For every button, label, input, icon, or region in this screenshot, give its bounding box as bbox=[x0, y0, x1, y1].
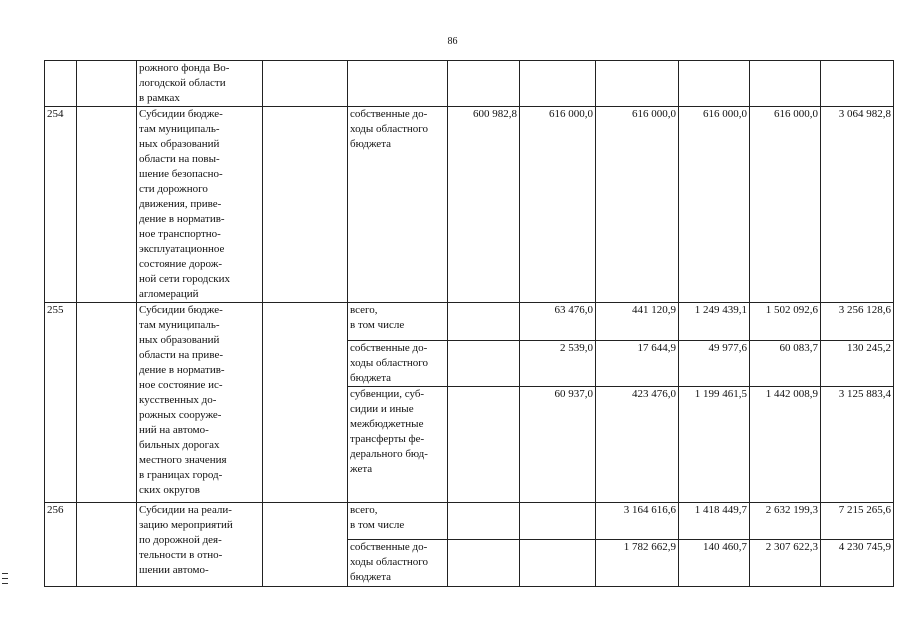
amount-cell bbox=[821, 61, 894, 107]
empty-cell bbox=[263, 303, 348, 503]
amount-cell: 616 000,0 bbox=[750, 107, 821, 303]
table-row bbox=[45, 303, 894, 341]
amount-cell: 1 249 439,1 bbox=[679, 303, 750, 341]
amount-cell bbox=[520, 503, 596, 540]
amount-cell: 3 064 982,8 bbox=[821, 107, 894, 303]
amount-cell: 1 782 662,9 bbox=[596, 540, 679, 587]
empty-cell bbox=[263, 503, 348, 587]
amount-cell: 3 125 883,4 bbox=[821, 387, 894, 503]
margin-mark bbox=[2, 583, 8, 584]
row-number: 256 bbox=[45, 503, 77, 587]
amount-cell bbox=[750, 61, 821, 107]
amount-cell: 49 977,6 bbox=[679, 341, 750, 387]
funding-source bbox=[348, 61, 448, 107]
row-number bbox=[45, 61, 77, 107]
amount-cell bbox=[596, 61, 679, 107]
margin-mark bbox=[2, 573, 8, 574]
empty-cell bbox=[263, 61, 348, 107]
table-body bbox=[45, 61, 894, 587]
amount-cell bbox=[520, 540, 596, 587]
amount-cell: 423 476,0 bbox=[596, 387, 679, 503]
amount-cell: 3 164 616,6 bbox=[596, 503, 679, 540]
funding-source: собственные до- ходы областного бюджета bbox=[348, 341, 448, 387]
amount-cell: 1 199 461,5 bbox=[679, 387, 750, 503]
table-row bbox=[45, 503, 894, 540]
amount-cell: 4 230 745,9 bbox=[821, 540, 894, 587]
funding-source: всего, в том числе bbox=[348, 503, 448, 540]
amount-cell bbox=[448, 503, 520, 540]
funding-source: всего, в том числе bbox=[348, 303, 448, 341]
amount-cell: 7 215 265,6 bbox=[821, 503, 894, 540]
margin-mark bbox=[2, 578, 8, 579]
amount-cell: 63 476,0 bbox=[520, 303, 596, 341]
funding-source: собственные до- ходы областного бюджета bbox=[348, 107, 448, 303]
amount-cell: 616 000,0 bbox=[679, 107, 750, 303]
amount-cell: 2 307 622,3 bbox=[750, 540, 821, 587]
funding-source: собственные до- ходы областного бюджета bbox=[348, 540, 448, 587]
page-number: 86 bbox=[447, 36, 458, 47]
amount-cell: 140 460,7 bbox=[679, 540, 750, 587]
empty-cell bbox=[77, 61, 137, 107]
measure-name: рожного фонда Во- логодской области в рамках bbox=[137, 61, 263, 107]
row-number: 254 bbox=[45, 107, 77, 303]
amount-cell: 3 256 128,6 bbox=[821, 303, 894, 341]
table-row bbox=[45, 107, 894, 303]
amount-cell bbox=[448, 540, 520, 587]
amount-cell: 130 245,2 bbox=[821, 341, 894, 387]
amount-cell bbox=[448, 303, 520, 341]
measure-name: Субсидии бюдже- там муниципаль- ных образований области на приве- дение в норматив- ное состояние ис- кусственных до- рожных сооруже- ний на автомо- бильных дорогах местного значения в границах город- ских округов bbox=[137, 303, 263, 503]
amount-cell bbox=[448, 61, 520, 107]
amount-cell: 616 000,0 bbox=[520, 107, 596, 303]
table-row bbox=[45, 61, 894, 107]
amount-cell: 600 982,8 bbox=[448, 107, 520, 303]
row-number: 255 bbox=[45, 303, 77, 503]
amount-cell: 2 632 199,3 bbox=[750, 503, 821, 540]
amount-cell: 60 083,7 bbox=[750, 341, 821, 387]
budget-table bbox=[44, 60, 894, 587]
amount-cell: 1 442 008,9 bbox=[750, 387, 821, 503]
amount-cell bbox=[448, 341, 520, 387]
amount-cell bbox=[520, 61, 596, 107]
empty-cell bbox=[77, 503, 137, 587]
empty-cell bbox=[77, 303, 137, 503]
empty-cell bbox=[263, 107, 348, 303]
empty-cell bbox=[77, 107, 137, 303]
amount-cell: 17 644,9 bbox=[596, 341, 679, 387]
amount-cell: 2 539,0 bbox=[520, 341, 596, 387]
amount-cell bbox=[448, 387, 520, 503]
amount-cell: 1 418 449,7 bbox=[679, 503, 750, 540]
amount-cell: 616 000,0 bbox=[596, 107, 679, 303]
measure-name: Субсидии на реали- зацию мероприятий по дорожной дея- тельности в отно- шении автомо- bbox=[137, 503, 263, 587]
amount-cell bbox=[679, 61, 750, 107]
amount-cell: 60 937,0 bbox=[520, 387, 596, 503]
amount-cell: 1 502 092,6 bbox=[750, 303, 821, 341]
amount-cell: 441 120,9 bbox=[596, 303, 679, 341]
funding-source: субвенции, суб- сидии и иные межбюджетные трансферты фе- дерального бюд- жета bbox=[348, 387, 448, 503]
measure-name: Субсидии бюдже- там муниципаль- ных образований области на повы- шение безопасно- сти дорожного движения, приве- дение в норматив- ное транспортно- эксплуатационное состояние дорож- ной сети городских агломераций bbox=[137, 107, 263, 303]
